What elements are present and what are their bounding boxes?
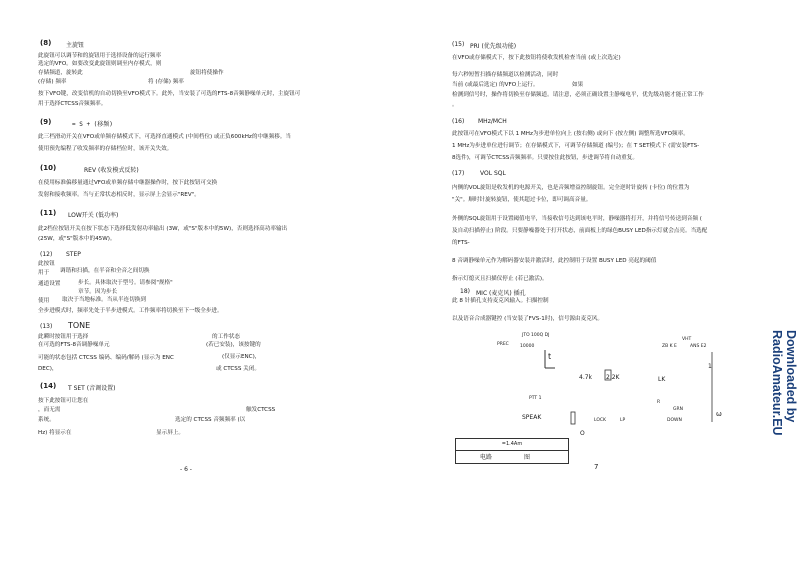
text-line: 1 MHz为步进单位进行调节；在存储模式下，可调节存储频道 (编号)；在 T SET模式下 (需安装FTS- [452,143,700,149]
section-10-number: (10) [40,164,57,172]
text-line: 以及语音合成器键控 (当安装了FVS-1时)，信号源由麦克风。 [452,316,603,322]
text-line: 8选件)，可调节CTCSS音频频率。只要按住此按钮，步进调节将自动重复。 [452,155,638,161]
diagram-label: 10000 [520,344,535,349]
section-18-title: MIC (麦克风) 插孔 [476,290,526,297]
diagram-label: 2.2K [606,374,620,381]
text-line: 使用 [38,298,50,304]
text-line: 显示屏上。 [156,430,184,436]
section-10-title: REV (收发模式反转) [84,167,139,174]
section-16-title: MHz/MCH [478,118,507,125]
text-line: 全步进模式时，频率先处于半步进模式。工作频率将切换至下一级全步进。 [38,308,223,314]
diagram-label: 4.7k [579,374,593,381]
text-line: 此2档位按钮开关在按下状态下选择低发射功率输出 (3W，或"S"版本中的5W)，否则选择高功率输出 [38,226,288,232]
text-line: (25W，或"S"版本中的45W)。 [38,236,116,242]
text-line: 按下VFO键，改变信机的自动切换至VFO模式下。此外，当安装了可选的FTS-8音频静噪单元时，主旋钮可 [38,91,301,97]
diagram-label: LK [658,376,666,383]
page-number-right: 7 [594,463,599,471]
text-line: 步长。具体取决于型号。请参阅"规格" [78,280,173,286]
text-line: (仅显示ENC)， [222,354,261,360]
text-line: 在可选的FTS-8音调静噪单元 [38,342,110,348]
section-17-title: VOL SQL [480,170,506,177]
section-11-number: (11) [40,209,57,217]
diagram-label: LP [620,418,626,423]
text-line: 调谐和扫描，在半音和全音之间切换 [60,268,150,274]
section-15-title: PRI (优先级功能) [470,43,517,50]
section-9-title: = S + (移频) [72,121,113,128]
section-14-title: T SET (音调设置) [68,385,116,392]
text-line: 此 8 针插孔支持麦克风输入。扫描控制 [452,298,549,304]
section-17-number: (17) [452,170,465,177]
section-14-number: (14) [40,382,57,390]
text-line: (存储) 频率 [38,79,67,85]
page-number-left: - 6 - [180,466,192,473]
text-line: 存储频道，旋转此 [38,70,83,76]
section-15-number: (15) [452,41,465,48]
text-line: 通道设置 [38,281,61,287]
diagram-label: PREC [497,342,509,347]
text-line: 或 CTCSS 关闭。 [216,366,260,372]
component [571,412,575,424]
text-line: 此瞬时按钮用于选择 [38,334,89,340]
diagram-label: ANS E2 [690,344,707,349]
section-13-number: (13) [40,323,53,330]
text-line: 内侧的VOL旋钮是收发机的电源开关，也是音频增益控制旋钮。完全逆时针旋转 (卡位) 的位置为 [452,185,690,191]
text-line: 将 (存储) 频率 [148,79,184,85]
section-13-title: TONE [68,321,91,330]
diagram-label: VHT [682,337,692,342]
text-line: 在VFO或存储模式下，按下此按钮将使收发机检查当前 (或上次选定) [452,55,621,61]
diagram-label: GRN [673,407,683,412]
text-line: 此按钮可在VFO模式下以 1 MHz为步进单位向上 (按右侧) 或向下 (按左侧) 调整所选VFO频率。 [452,131,689,137]
text-line: 此按钮 [38,261,55,267]
text-line: 指示灯熄灭且扫描仪停止 (若已激活)。 [452,276,548,282]
text-line: (若已安装)，该按键的 [206,342,261,348]
text-line: 当前 (或最后选定) 的VFO上运行。 [452,82,539,88]
caption-left: 电路 [480,454,493,461]
text-line: Hz) 将显示在 [38,430,72,436]
text-line: 的工作状态 [212,334,240,340]
diagram-label: t [548,352,552,361]
diagram-label: O [580,430,585,437]
text-line: 此三档滑动开关在VFO或单频存储模式下，可选择直通模式 (中间档位) 或正负600kHz的中继频移。当 [38,134,291,140]
text-line: 如果 [572,82,584,88]
text-line: ，而无需 [38,407,61,413]
diagram-caption-table [455,438,569,464]
text-line: "关"。顺时针旋转旋钮，使其超过卡位，即可调高音量。 [452,197,592,203]
download-watermark: Downloaded by RadioAmateur.EU [770,330,798,436]
diagram-label: DOWN [667,418,682,423]
text-line: 此旋钮可以调节和的旋钮用于选择设备的运行频率 [38,53,162,59]
text-line: 旋钮将使操作 [190,70,224,76]
text-line: 章节。因为步长 [78,289,118,295]
text-line: 触发CTCSS [246,407,276,413]
section-12-title: STEP [66,251,81,258]
diagram-label: SPEAK [522,414,542,421]
diagram-label: ω [716,410,722,418]
caption-row-1: =1.4Am [456,439,568,451]
text-line: 的FTS- [452,240,470,246]
text-line: 。 [452,102,458,108]
section-11-title: LOW开关 (低功率) [68,212,119,219]
diagram-label: 1 [708,363,712,370]
text-line: 每六秒短暂扫描存储频道以检测活动，同时 [452,72,559,78]
text-line: 在使用标准偏移量通过VFO或单频存储中继器操作时，按下此按钮可交换 [38,180,218,186]
diagram-label: ZB K E [662,344,677,349]
text-line: 按下此按钮可让您在 [38,398,89,404]
text-line: 外侧的SQL旋钮用于设置阈值电平，当接收信号达到该电平时，静噪器将打开，并将信号传送到音频 ( [452,216,702,222]
text-line: 检测到信号时，操作将切换至存储频道。请注意，必须正确设置主静噪电平，优先级功能才能正常工作 [452,92,704,98]
text-line: 用于 [38,270,50,276]
text-line: 发射和接收频率。当与正常状态相反时，显示屏上会显示"REV"。 [38,192,200,198]
section-12-number: (12) [40,251,53,258]
text-line: 可能的状态包括 CTCSS 编码、编码/解码 (显示为 ENC [38,355,174,361]
section-8-title: 主旋钮 [66,42,85,49]
text-line: DEC)， [38,366,58,372]
diagram-label: PTT 1 [529,396,542,401]
section-16-number: (16) [452,118,465,125]
text-line: 选定的VFO。如要改变此旋钮则调至内存模式，则 [38,61,162,67]
section-9-number: (9) [40,118,52,126]
text-line: 8 音调静噪单元作为解码器安装并激活时，此控制用于设置 BUSY LED 亮起的阈值 [452,258,657,264]
text-line: 及自动扫描停止) 阶段。只要静噪器处于打开状态，前面板上的绿色BUSY LED指示灯就会点亮。当选配 [452,228,708,234]
diagram-label: JTO 100Q DJ [522,333,550,338]
section-18-number: 18) [460,288,470,295]
caption-right: 图 [524,454,531,461]
text-line: 使用预先编程了收发频率的存储档位时，该开关失效。 [38,146,173,152]
text-line: 用于选择CTCSS音频频率。 [38,101,107,107]
section-8-number: (8) [40,39,52,47]
diagram-label: LOCK [594,418,606,423]
diagram-label: R [657,400,661,405]
text-line: 系统。 [38,417,55,423]
text-line: 取决于当地标准。当从半连切换到 [62,297,146,303]
text-line: 选定的 CTCSS 音频频率 (以 [175,417,246,423]
